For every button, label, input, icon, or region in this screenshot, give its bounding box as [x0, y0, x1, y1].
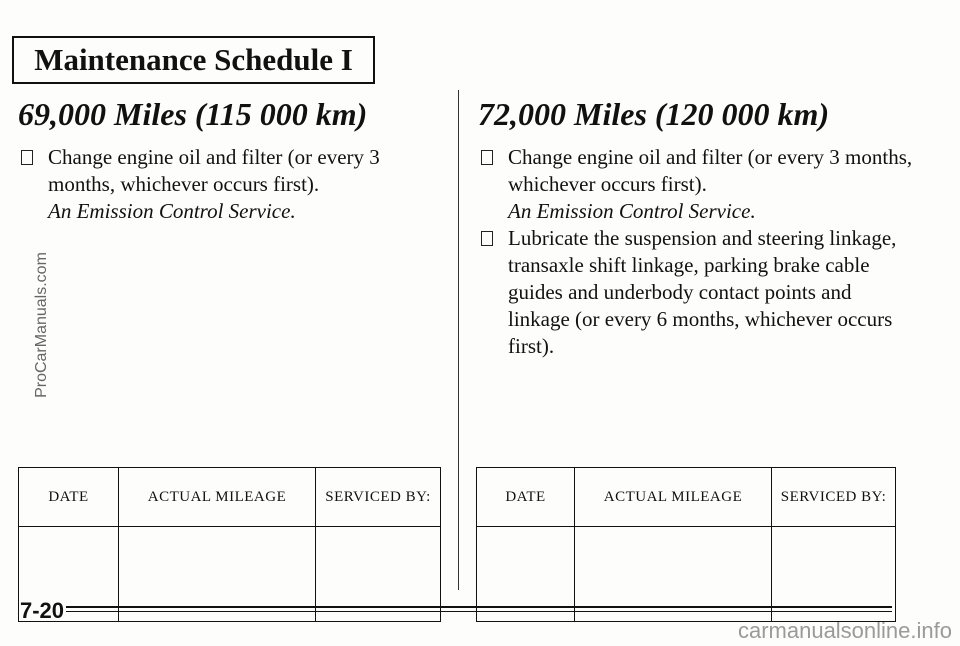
checklist-item	[478, 225, 918, 360]
checkbox-icon[interactable]	[21, 150, 33, 165]
actual-mileage-header: ACTUAL MILEAGE	[575, 468, 772, 527]
side-watermark	[12, 210, 72, 440]
right-mileage-heading: 72,000 Miles (120 000 km)	[478, 96, 830, 132]
footer-watermark: carmanualsonline.info	[737, 618, 952, 643]
section-title: Maintenance Schedule I	[12, 36, 375, 84]
right-checklist	[478, 144, 918, 360]
actual-mileage-header: ACTUAL MILEAGE	[119, 468, 316, 527]
item-note: An Emission Control Service.	[48, 199, 296, 223]
date-header: DATE	[19, 468, 119, 527]
item-note: An Emission Control Service.	[508, 199, 756, 223]
checklist-item	[18, 144, 438, 225]
footer-rule-thin	[66, 611, 892, 612]
left-mileage-heading: 69,000 Miles (115 000 km)	[18, 96, 368, 132]
page-number: 7-20	[20, 598, 65, 623]
left-service-record-table	[18, 467, 441, 622]
column-divider	[458, 90, 459, 590]
serviced-by-header: SERVICED BY:	[772, 468, 896, 527]
item-text: Change engine oil and filter (or every 3 months, whichever occurs first).	[48, 145, 380, 196]
footer-rule	[66, 606, 892, 608]
date-header: DATE	[477, 468, 575, 527]
side-watermark-text: ProCarManuals.com	[33, 252, 51, 398]
item-text: Lubricate the suspension and steering linkage, transaxle shift linkage, parking brake cable guides and underbody contact points and linkage (or every 6 months, whichever occurs first).	[508, 226, 897, 358]
serviced-by-header: SERVICED BY:	[316, 468, 441, 527]
item-text: Change engine oil and filter (or every 3 months, whichever occurs first).	[508, 145, 913, 196]
left-checklist	[18, 144, 438, 225]
checkbox-icon[interactable]	[481, 150, 493, 165]
checkbox-icon[interactable]	[481, 231, 493, 246]
checklist-item	[478, 144, 918, 225]
right-service-record-table	[476, 467, 896, 622]
